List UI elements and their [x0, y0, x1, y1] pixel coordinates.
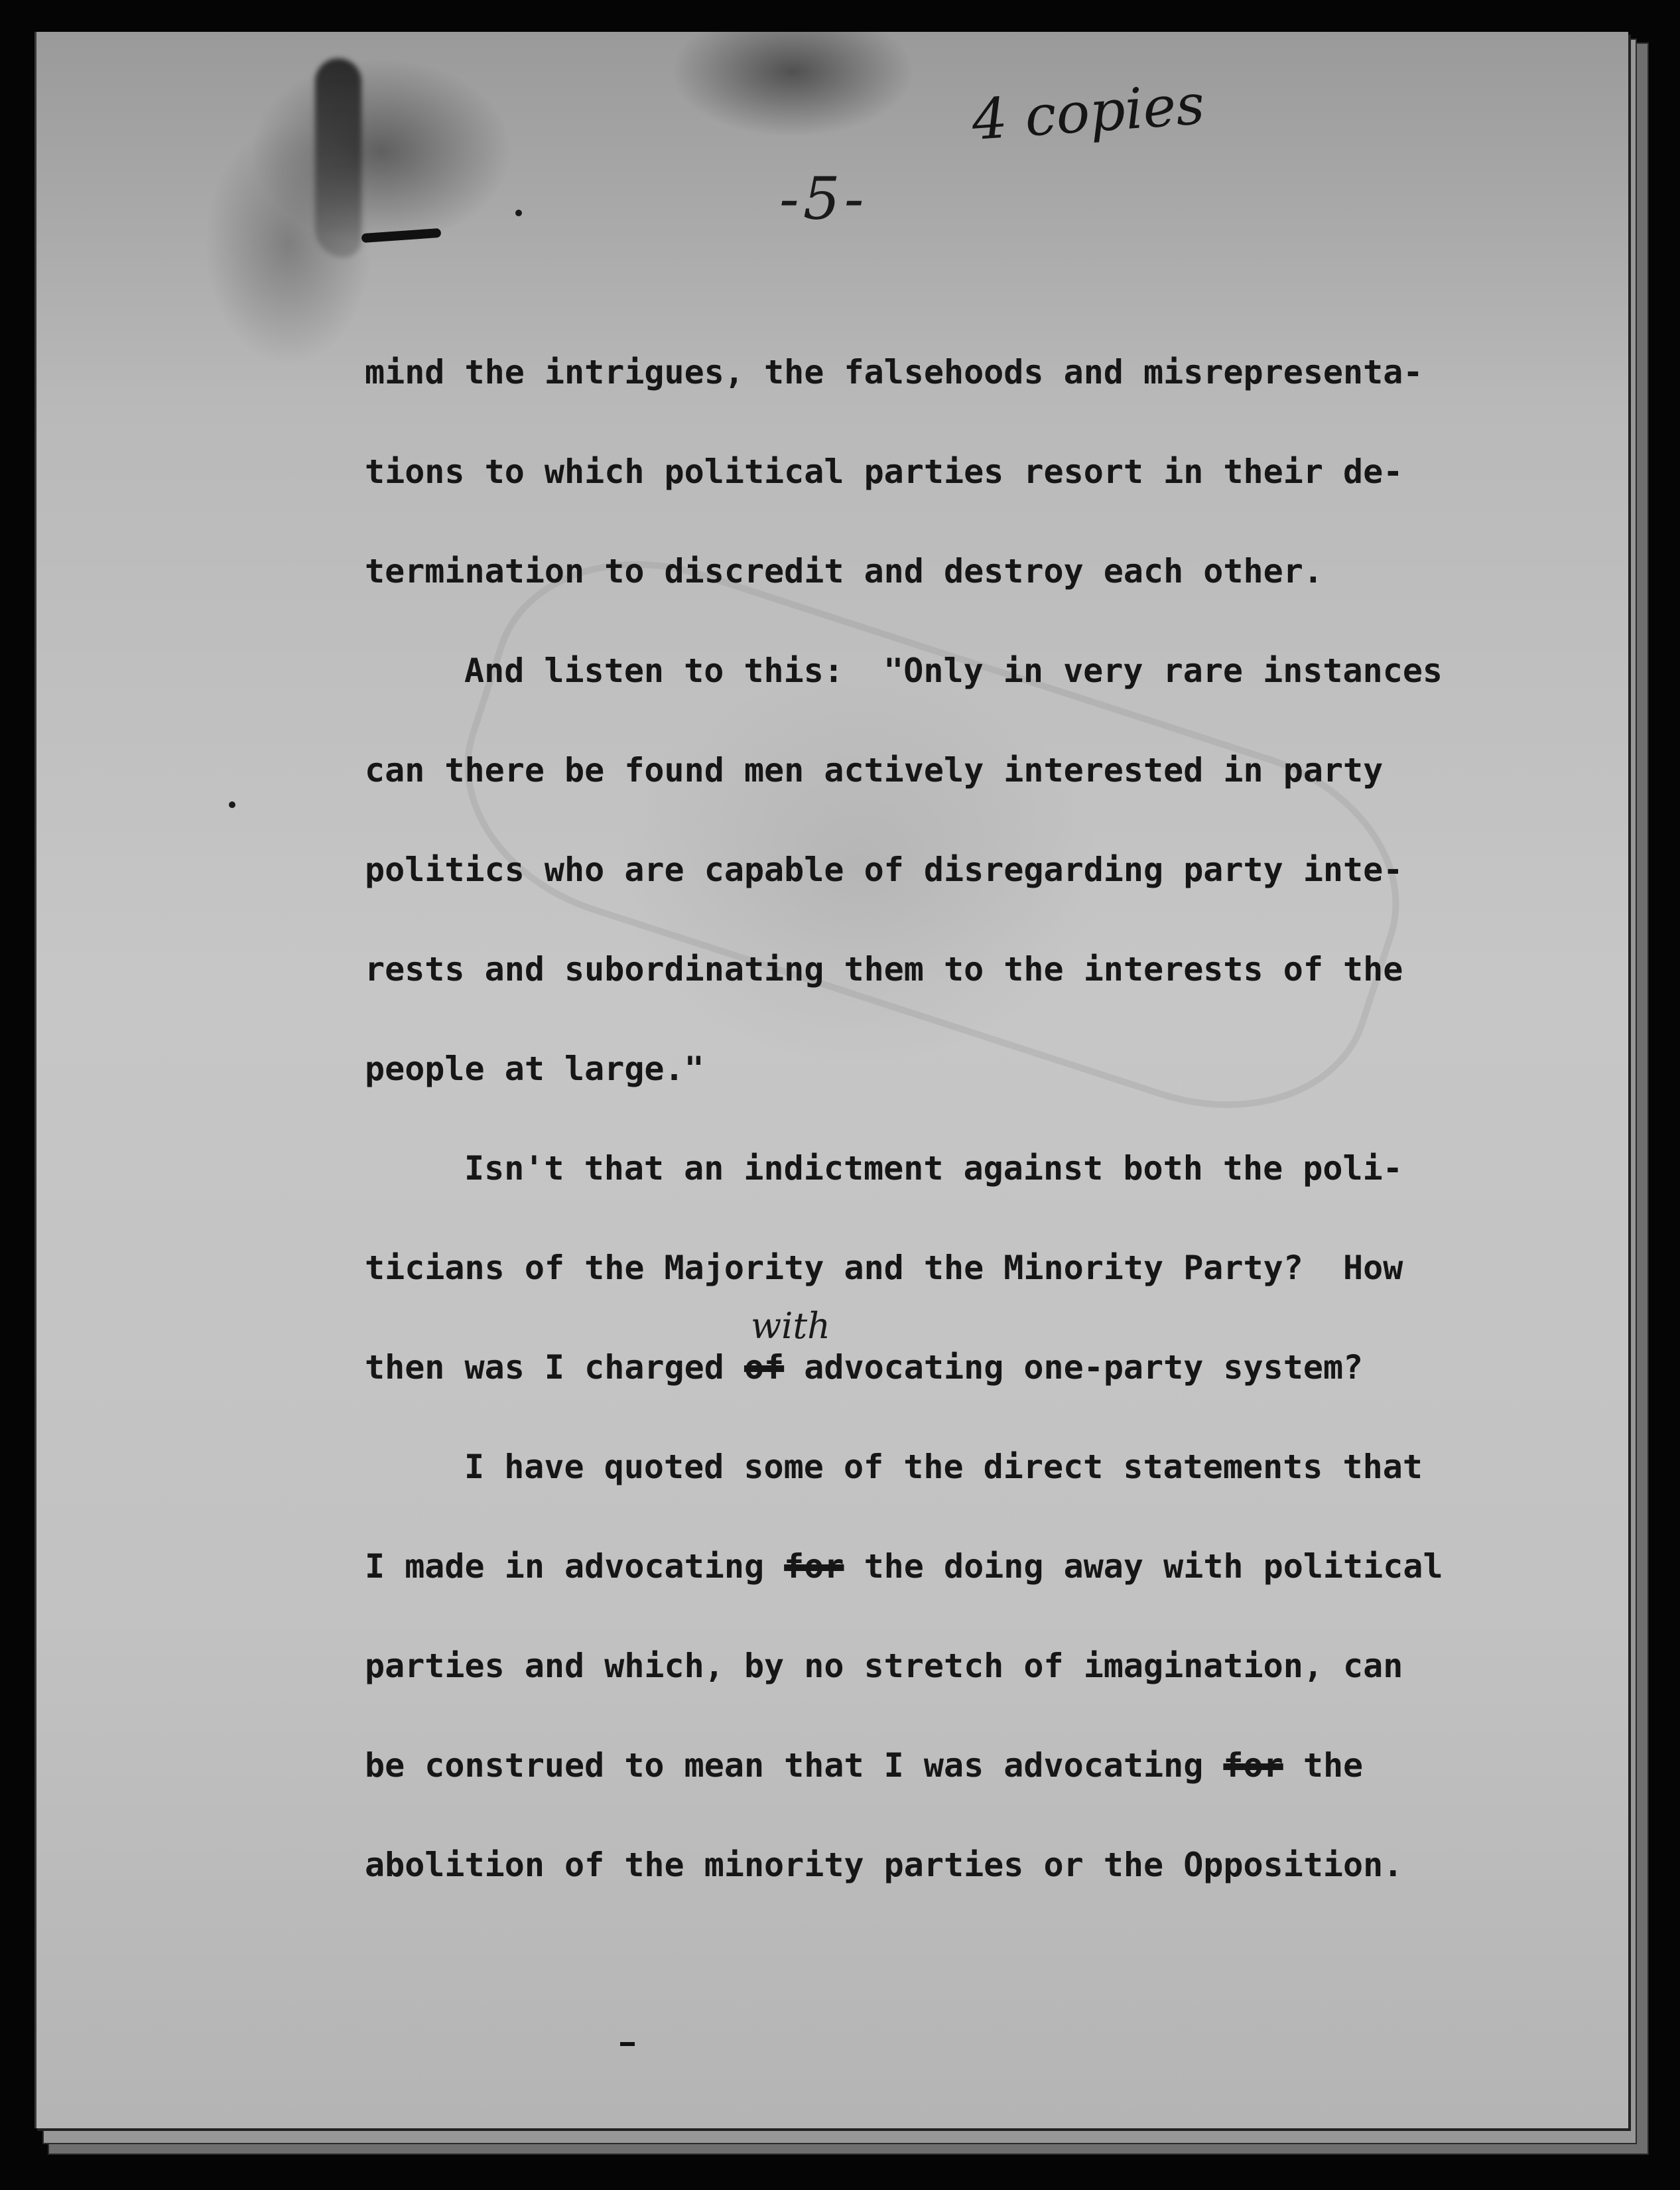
page-number: -5-: [779, 165, 868, 233]
text-segment: then was I charged: [365, 1348, 744, 1387]
text-segment: the doing away with political: [844, 1547, 1443, 1586]
document-page: [34, 32, 1628, 2128]
struck-word: for: [784, 1547, 844, 1586]
text-line: I have quoted some of the direct statements that: [464, 1448, 1423, 1486]
text-segment: the: [1283, 1746, 1364, 1785]
text-line-with-insert: [365, 1305, 1506, 1417]
text-line: parties and which, by no stretch of imagination, can: [365, 1647, 1403, 1685]
text-line: Isn't that an indictment against both the poli-: [464, 1149, 1403, 1188]
handwritten-copies-note: 4 copies: [970, 71, 1207, 153]
text-segment: advocating one-party system?: [784, 1348, 1364, 1387]
handwritten-insert: with: [750, 1305, 830, 1347]
ink-stain: [315, 58, 361, 257]
bottom-mark: [620, 2042, 635, 2046]
text-line-with-strike: [365, 1517, 1506, 1616]
text-line: can there be found men actively interested in party: [365, 751, 1384, 789]
text-line: abolition of the minority parties or the Opposition.: [365, 1846, 1403, 1884]
margin-strike-mark: [361, 228, 442, 243]
text-segment: I made in advocating: [365, 1547, 785, 1586]
text-line: politics who are capable of disregarding party inte-: [365, 851, 1403, 889]
text-line: termination to discredit and destroy each other.: [365, 552, 1323, 590]
text-line: people at large.": [365, 1050, 704, 1088]
text-segment: be construed to mean that I was advocating: [365, 1746, 1224, 1785]
text-line: mind the intrigues, the falsehoods and misrepresenta-: [365, 353, 1423, 391]
text-line: rests and subordinating them to the interests of the: [365, 950, 1403, 989]
struck-word: for: [1223, 1746, 1283, 1785]
margin-dot: [515, 210, 522, 216]
text-line: ticians of the Majority and the Minority Party? How: [365, 1249, 1403, 1287]
text-line-with-strike: [365, 1716, 1506, 1815]
text-line: tions to which political parties resort in their de-: [365, 452, 1403, 491]
edited-word: [743, 1305, 830, 1417]
text-line: And listen to this: "Only in very rare instances: [464, 651, 1443, 690]
struck-word: of: [743, 1348, 785, 1387]
typed-text: [365, 322, 1506, 1915]
margin-dot: [229, 801, 235, 808]
